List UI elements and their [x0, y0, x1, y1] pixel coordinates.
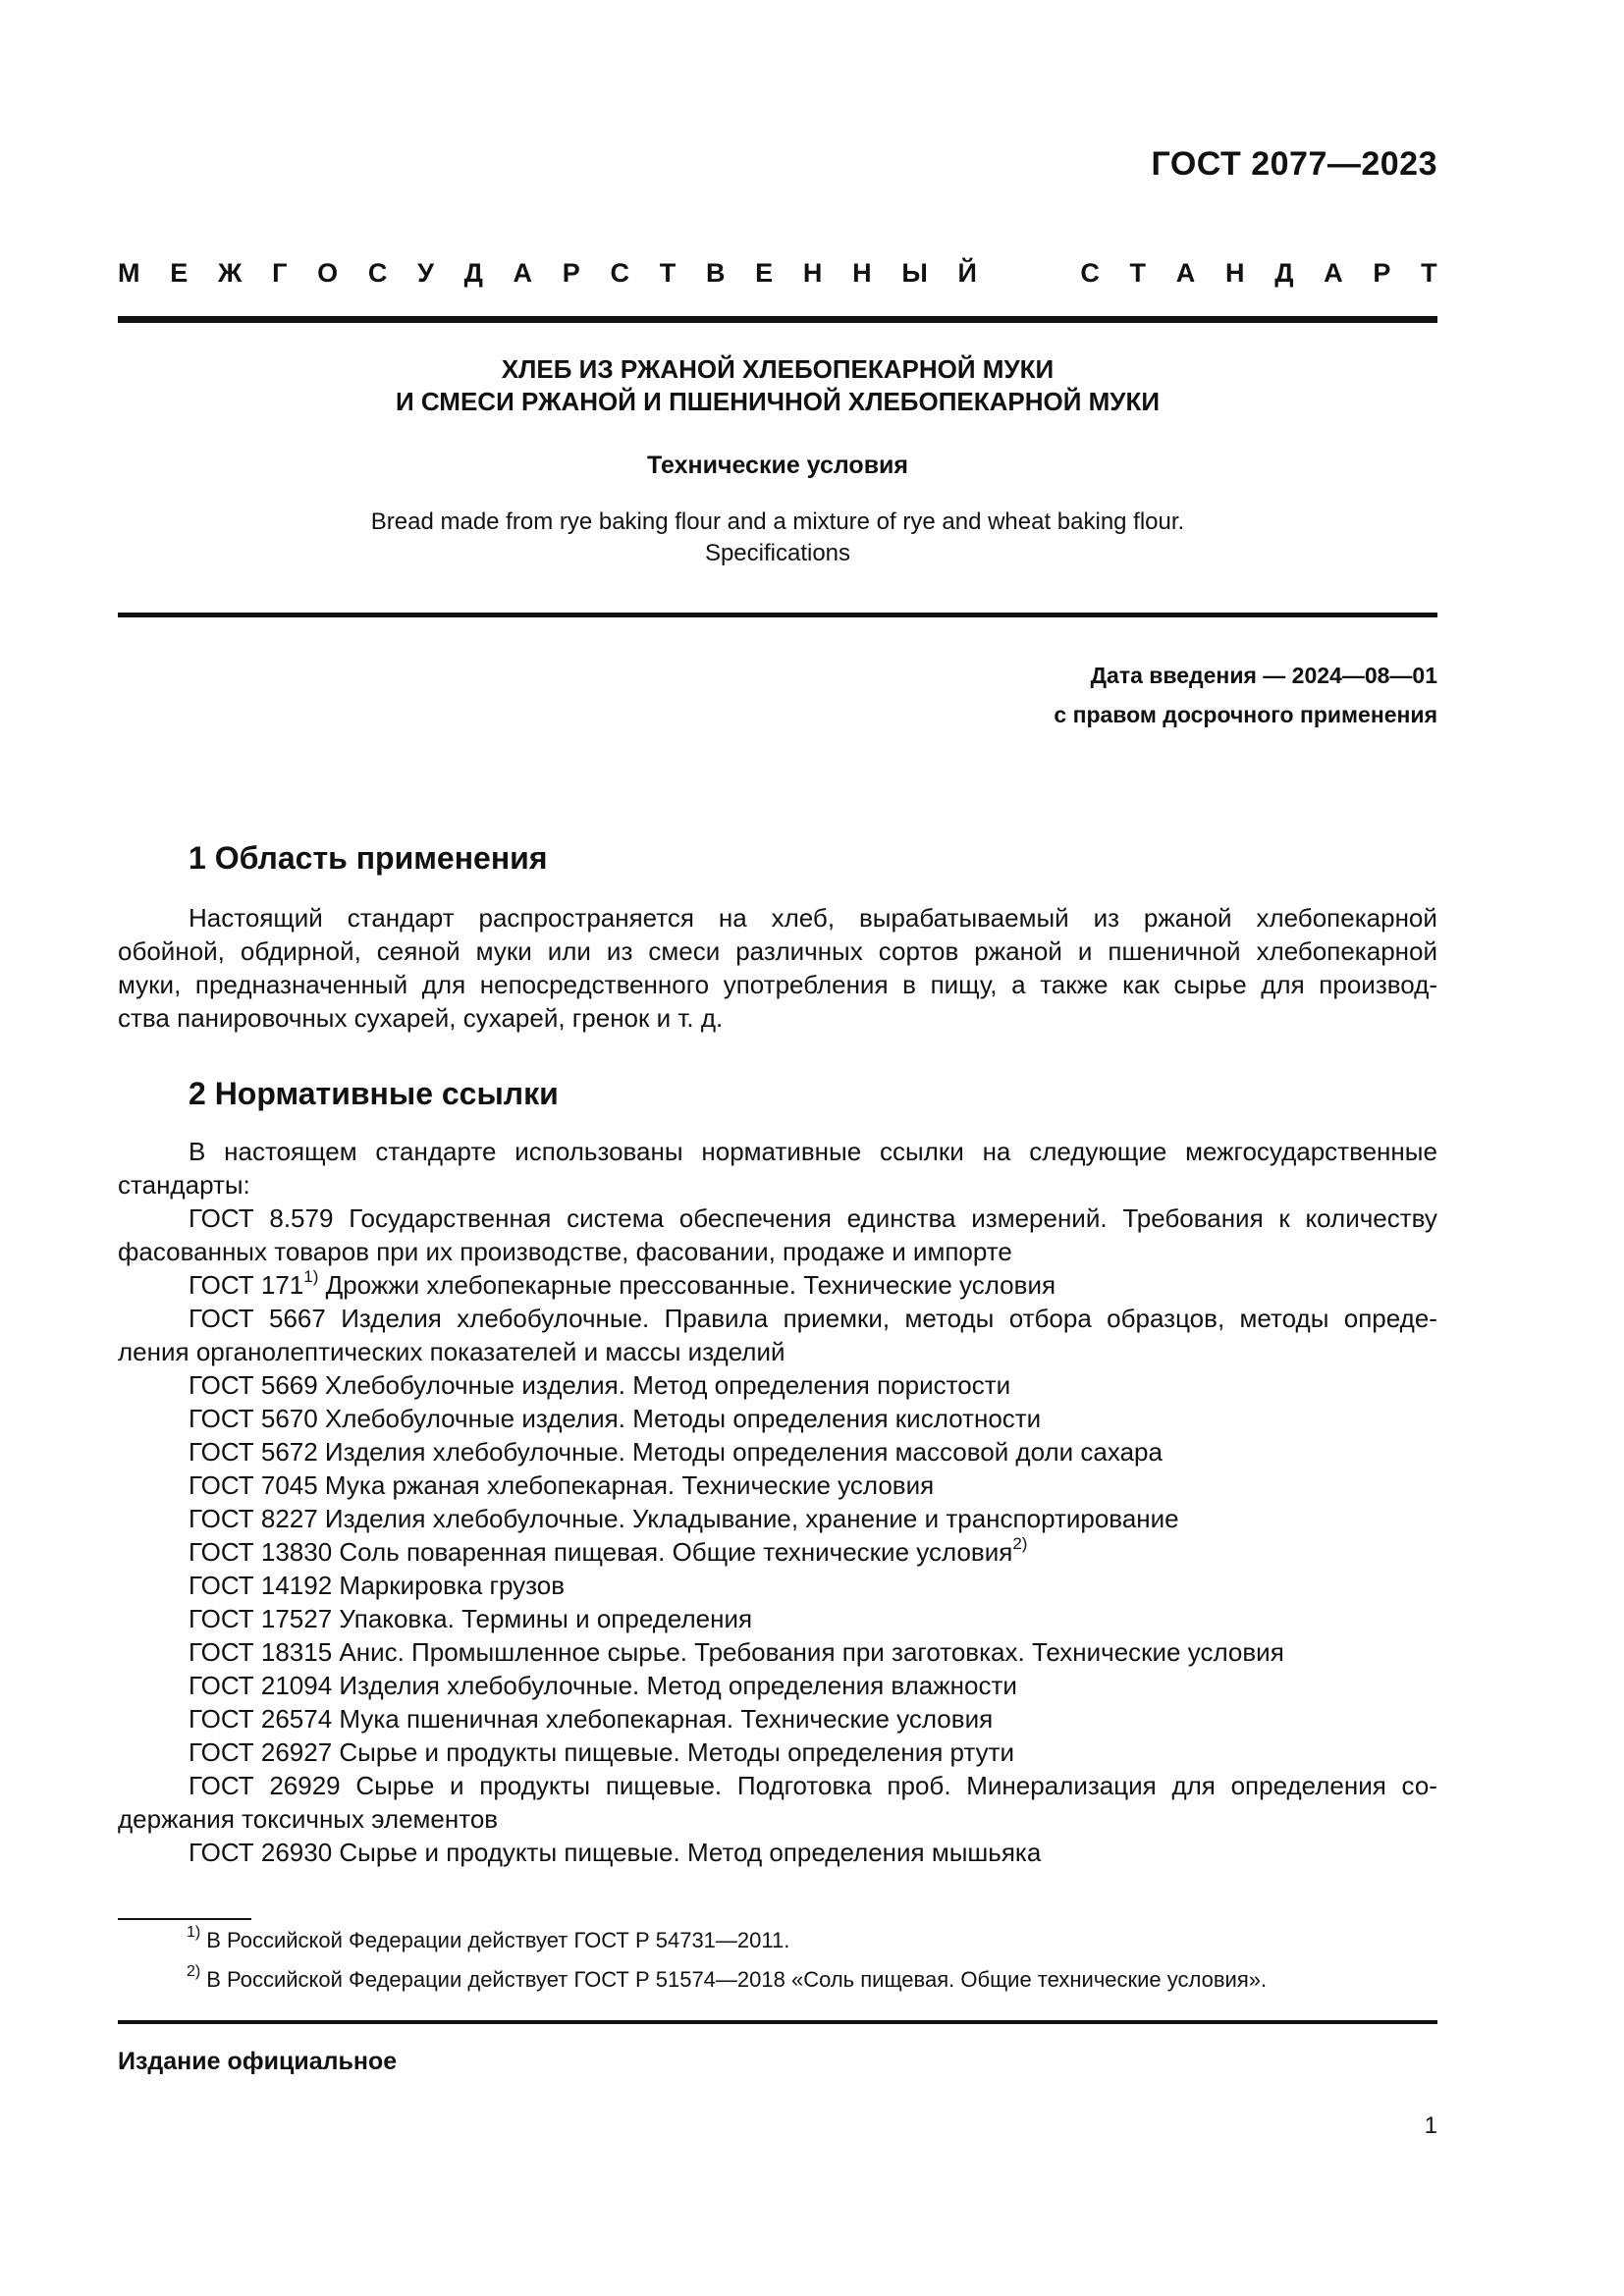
reference-item: ГОСТ 5667 Изделия хлебобулочные. Правила приемки, методы отбора образцов, методы опреде- [189, 1304, 1437, 1333]
banner-letter: А [1324, 257, 1343, 288]
reference-item: ГОСТ 26930 Сырье и продукты пищевые. Метод определения мышьяка [189, 1838, 1042, 1867]
paragraph-line: ства панировочных сухарей, сухарей, гренок и т. д. [118, 1003, 724, 1033]
banner-letter: С [367, 257, 388, 288]
banner-letter: У [417, 257, 434, 288]
title-line-2: И СМЕСИ РЖАНОЙ И ПШЕНИЧНОЙ ХЛЕБОПЕКАРНОЙ МУКИ [395, 387, 1161, 416]
footnote-1: $^{1)}$ В Российской Федерации действует ГОСТ Р 54731—2011. [187, 1923, 790, 1952]
reference-item-continuation: держания токсичных элементов [118, 1804, 499, 1834]
banner-letter: Й [957, 257, 977, 288]
banner-letter: О [317, 257, 339, 288]
footnote-mark: 2) [187, 1962, 201, 1980]
references-paragraph [118, 1135, 1437, 1869]
title-line-1: ХЛЕБ ИЗ РЖАНОЙ ХЛЕБОПЕКАРНОЙ МУКИ [501, 354, 1055, 384]
banner-letter: Т [1129, 257, 1147, 288]
paragraph-line: Настоящий стандарт распространяется на хлеб, вырабатываемый из ржаной хлебопекарной [189, 903, 1437, 933]
reference-item: ГОСТ 21094 Изделия хлебобулочные. Метод определения влажности [189, 1671, 1017, 1700]
english-title [118, 507, 1437, 569]
reference-item: ГОСТ 171$^{1)}$ Дрожжи хлебопекарные прессованные. Технические условия [189, 1267, 1056, 1300]
banner-letter: Ы [901, 257, 928, 288]
banner-letter: Р [1373, 257, 1391, 288]
paragraph-line: муки, предназначенный для непосредственного употребления в пищу, а также как сырье для производ- [118, 970, 1437, 999]
banner-letter: А [513, 257, 533, 288]
reference-item-continuation: фасованных товаров при их производстве, фасовании, продаже и импорте [118, 1237, 1012, 1266]
banner-letter: Ж [217, 257, 243, 288]
title-subtitle: Технические условия [646, 452, 909, 479]
paragraph-line: В настоящем стандарте использованы нормативные ссылки на следующие межгосударственные [189, 1137, 1437, 1166]
english-title-line-1: Bread made from rye baking flour and a mixture of rye and wheat baking flour. [370, 508, 1185, 535]
banner-letter: Н [1224, 257, 1245, 288]
footnote-separator [118, 1918, 251, 1920]
scope-paragraph [118, 901, 1437, 1035]
footnote-marker: 1) [303, 1267, 319, 1287]
banner-letter: С [610, 257, 629, 288]
reference-item: ГОСТ 14192 Маркировка грузов [189, 1571, 566, 1600]
english-title-line-2: Specifications [704, 540, 851, 566]
title-block [118, 353, 1437, 569]
banner-letter: Т [1421, 257, 1437, 288]
footnote-2: $^{2)}$ В Российской Федерации действует ГОСТ Р 51574—2018 «Соль пищевая. Общие технические условия». [187, 1962, 1268, 1992]
banner-letter: Н [802, 257, 823, 288]
reference-item: ГОСТ 18315 Анис. Промышленное сырье. Требования при заготовках. Технические условия [189, 1637, 1284, 1667]
reference-item: ГОСТ 26927 Сырье и продукты пищевые. Методы определения ртути [189, 1737, 1015, 1767]
reference-item: ГОСТ 5669 Хлебобулочные изделия. Метод определения пористости [189, 1370, 1011, 1400]
banner-letter: В [705, 257, 726, 288]
reference-item: ГОСТ 26929 Сырье и продукты пищевые. Подготовка проб. Минерализация для определения со- [189, 1771, 1437, 1800]
reference-item: ГОСТ 7045 Мука ржаная хлебопекарная. Технические условия [189, 1470, 935, 1500]
page-number: 1 [1424, 2112, 1437, 2139]
introduction-date-line-2: с правом досрочного применения [1054, 702, 1437, 727]
footnote-mark: 1) [187, 1923, 201, 1941]
introduction-date-line-1: Дата введения — 2024—08—01 [1090, 663, 1437, 688]
document-code: ГОСТ 2077—2023 [1151, 145, 1437, 183]
banner-letter: Д [463, 257, 483, 288]
top-divider [118, 316, 1437, 323]
standard-type-banner [118, 253, 1437, 293]
reference-item: ГОСТ 5672 Изделия хлебобулочные. Методы определения массовой доли сахара [189, 1437, 1163, 1467]
section-heading-references: 2 Нормативные ссылки [189, 1076, 559, 1111]
reference-item: ГОСТ 26574 Мука пшеничная хлебопекарная. Технические условия [189, 1704, 994, 1734]
banner-letter: С [1080, 257, 1100, 288]
reference-item: ГОСТ 5670 Хлебобулочные изделия. Методы определения кислотности [189, 1404, 1042, 1433]
section-heading-scope: 1 Область применения [189, 840, 548, 876]
edition-label: Издание официальное [118, 2048, 398, 2075]
reference-item: ГОСТ 17527 Упаковка. Термины и определения [189, 1604, 753, 1633]
banner-letter: Г [272, 257, 288, 288]
banner-letter: Р [562, 257, 580, 288]
banner-letter: Т [659, 257, 677, 288]
introduction-date [1054, 656, 1437, 734]
banner-letter: Н [852, 257, 872, 288]
reference-item-continuation: ления органолептических показателей и массы изделий [118, 1337, 785, 1366]
title-divider [118, 613, 1437, 617]
banner-letter: Д [1274, 257, 1294, 288]
reference-item: ГОСТ 8227 Изделия хлебобулочные. Укладывание, хранение и транспортирование [189, 1504, 1179, 1533]
banner-letter: Е [755, 257, 774, 288]
banner-letter: А [1175, 257, 1196, 288]
reference-item: ГОСТ 13830 Соль поваренная пищевая. Общие технические условия$^{2)}$ [189, 1534, 1028, 1567]
banner-letter: Е [170, 257, 189, 288]
paragraph-line: стандарты: [118, 1170, 250, 1200]
footer-divider [118, 2020, 1437, 2024]
reference-item: ГОСТ 8.579 Государственная система обеспечения единства измерений. Требования к количеству [189, 1203, 1437, 1233]
paragraph-line: обойной, обдирной, сеяной муки или из смеси различных сортов ржаной и пшеничной хлебопекарной [118, 936, 1437, 966]
banner-letter: М [118, 257, 140, 288]
footnote-marker: 2) [1012, 1534, 1028, 1554]
